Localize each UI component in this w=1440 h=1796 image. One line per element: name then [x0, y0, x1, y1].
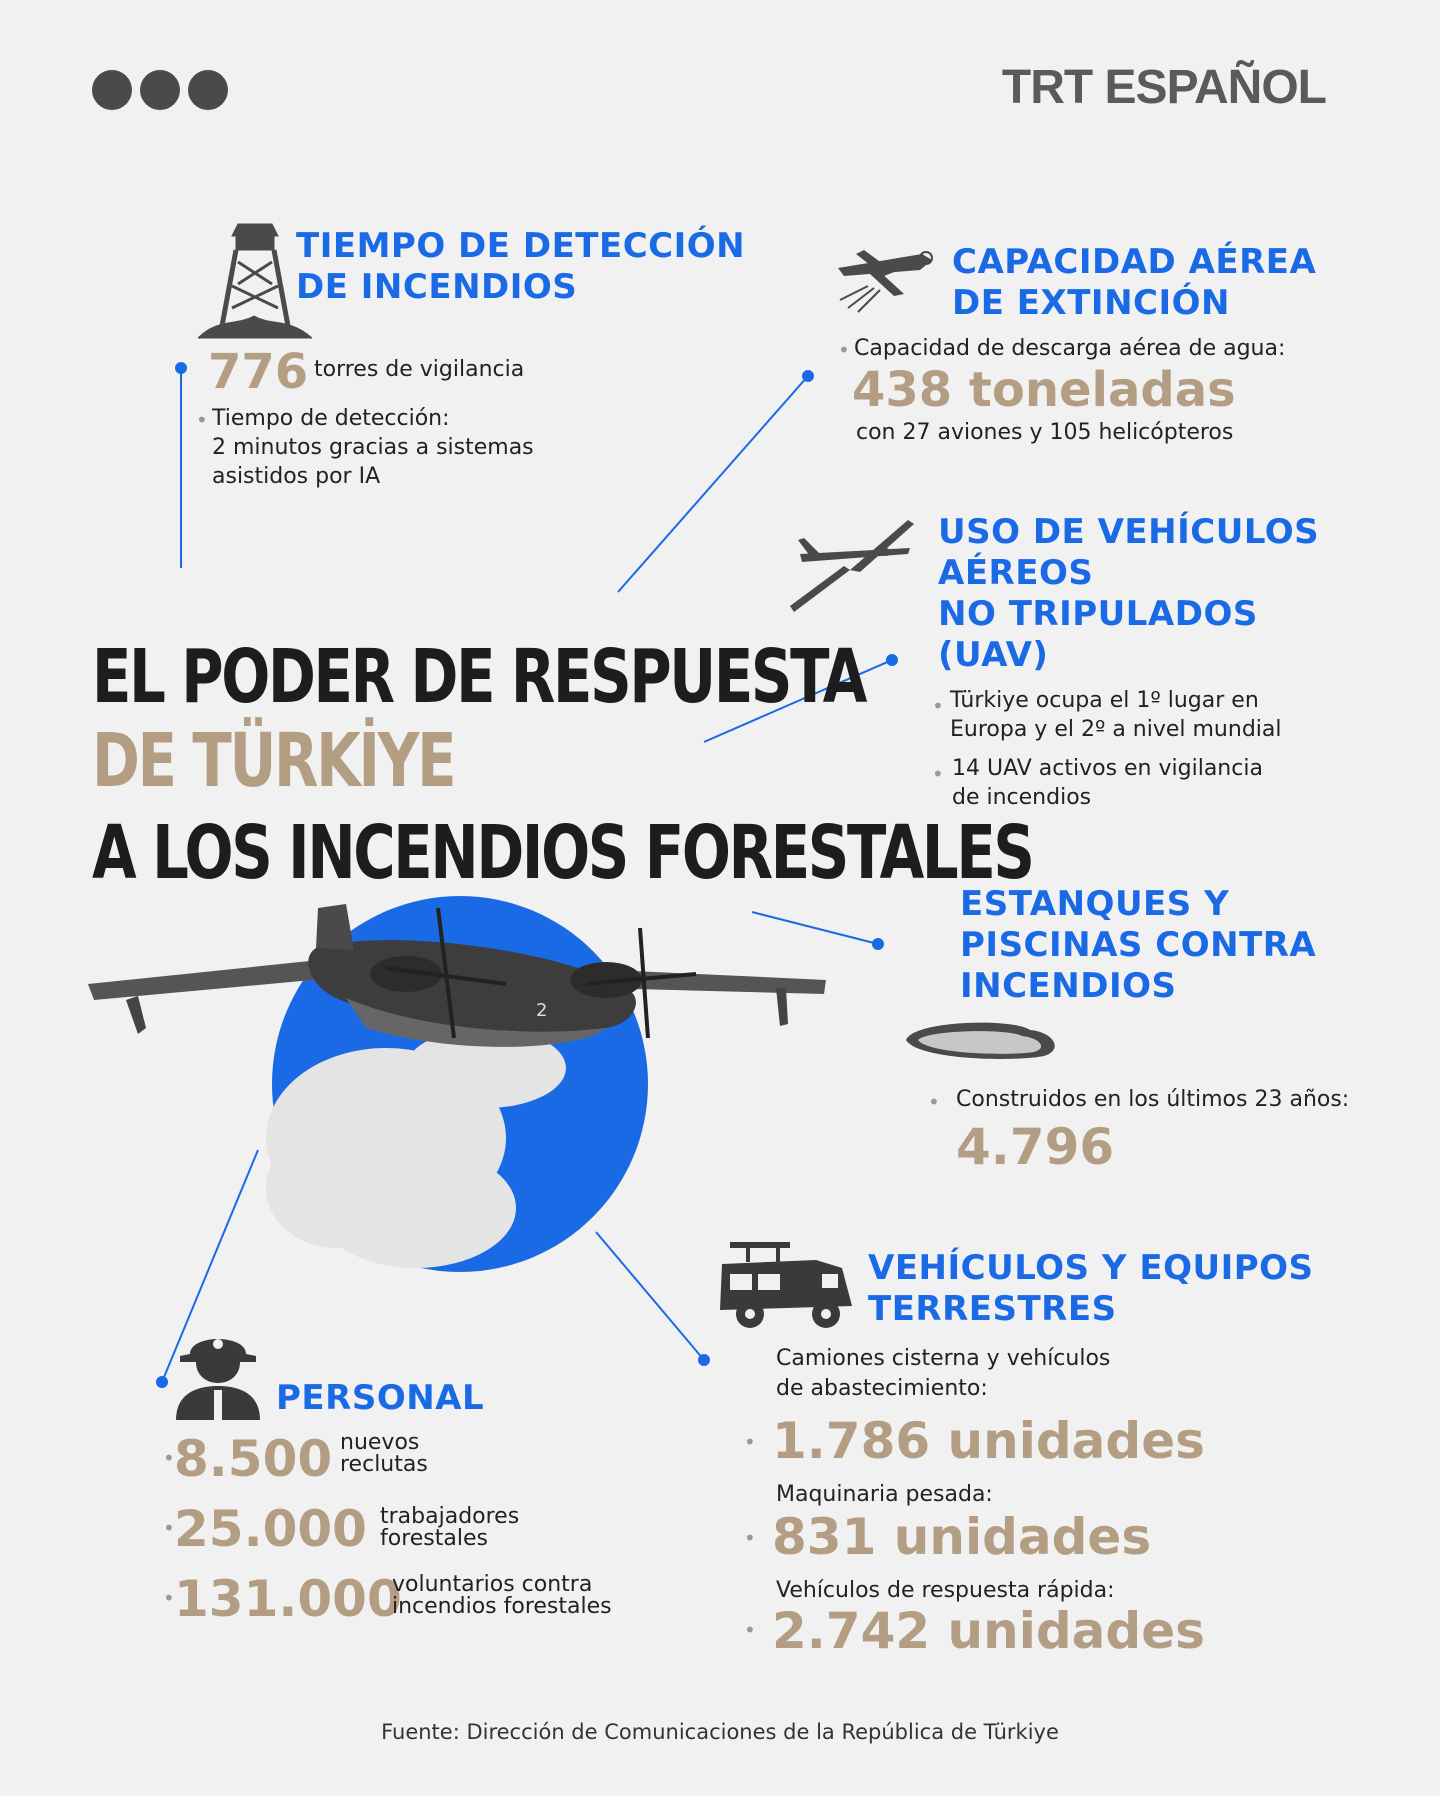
bullet-icon: • — [196, 408, 208, 432]
uav-title-line1: USO DE VEHÍCULOS — [938, 512, 1320, 552]
towers-label: torres de vigilancia — [314, 357, 525, 382]
uav-title-line2: AÉREOS — [938, 553, 1094, 593]
ground-value3: 2.742 unidades — [772, 1602, 1205, 1660]
ponds-title-line2: PISCINAS CONTRA — [960, 925, 1317, 965]
svg-text:2: 2 — [536, 1000, 548, 1021]
personnel-label-line2: forestales — [380, 1526, 488, 1551]
firefighter-icon — [176, 1328, 260, 1420]
bullet-icon: • — [744, 1526, 756, 1550]
pond-icon — [904, 1016, 1060, 1060]
detection-title-line1: TIEMPO DE DETECCIÓN — [296, 226, 746, 266]
ground-value2: 831 unidades — [772, 1508, 1152, 1566]
ground-title-line1: VEHÍCULOS Y EQUIPOS — [868, 1248, 1314, 1288]
headline-line2: DE TÜRKİYE — [92, 718, 455, 804]
uav-drone-icon — [790, 520, 916, 614]
personnel-label-line2: incendios forestales — [392, 1594, 612, 1619]
detection-bullet-line2: 2 minutos gracias a sistemas — [212, 435, 534, 460]
ponds-bullet: Construidos en los últimos 23 años: — [956, 1087, 1350, 1112]
personnel-label-line1: nuevos — [340, 1430, 420, 1455]
bullet-icon: • — [932, 762, 944, 786]
ponds-value: 4.796 — [956, 1118, 1115, 1176]
personnel-label-line1: trabajadores — [380, 1504, 520, 1529]
ground-label1-line1: Camiones cisterna y vehículos — [776, 1346, 1111, 1371]
personnel-number: 131.000 — [174, 1570, 402, 1628]
bullet-icon: • — [744, 1430, 756, 1454]
ponds-title-line1: ESTANQUES Y — [960, 884, 1230, 924]
fire-truck-icon — [716, 1234, 856, 1330]
headline-line1: EL PODER DE RESPUESTA — [92, 634, 866, 720]
firefighting-plane-illustration — [86, 888, 836, 1278]
bullet-icon: • — [163, 1516, 175, 1540]
ground-label1-line2: de abastecimiento: — [776, 1376, 988, 1401]
aerial-detail: con 27 aviones y 105 helicópteros — [856, 420, 1234, 445]
personnel-title: PERSONAL — [276, 1378, 485, 1418]
uav-bullet1-line2: Europa y el 2º a nivel mundial — [950, 717, 1282, 742]
aerial-bullet: Capacidad de descarga aérea de agua: — [854, 336, 1286, 361]
personnel-number: 25.000 — [174, 1500, 367, 1558]
aerial-title-line2: DE EXTINCIÓN — [952, 283, 1230, 323]
uav-bullet1-line1: Türkiye ocupa el 1º lugar en — [950, 688, 1259, 713]
detection-bullet-line3: asistidos por IA — [212, 464, 381, 489]
personnel-label-line2: reclutas — [340, 1452, 428, 1477]
aerial-value: 438 toneladas — [852, 362, 1236, 418]
bullet-icon: • — [163, 1446, 175, 1470]
brand-logo: TRT ESPAÑOL — [1001, 61, 1326, 114]
ground-value1: 1.786 unidades — [772, 1412, 1205, 1470]
detection-title-line2: DE INCENDIOS — [296, 267, 578, 307]
firefighting-plane-icon — [834, 236, 936, 314]
uav-bullet2-line2: de incendios — [952, 785, 1092, 810]
uav-bullet2-line1: 14 UAV activos en vigilancia — [952, 756, 1263, 781]
uav-title-line4: (UAV) — [938, 635, 1049, 675]
towers-number: 776 — [208, 344, 309, 400]
source-note: Fuente: Dirección de Comunicaciones de la República de Türkiye — [381, 1720, 1059, 1744]
bullet-icon: • — [932, 694, 944, 718]
aerial-title-line1: CAPACIDAD AÉREA — [952, 242, 1317, 282]
bullet-icon: • — [163, 1586, 175, 1610]
ground-title-line2: TERRESTRES — [868, 1289, 1117, 1329]
personnel-label-line1: voluntarios contra — [392, 1572, 593, 1597]
ground-label3: Vehículos de respuesta rápida: — [776, 1578, 1115, 1603]
headline-line3: A LOS INCENDIOS FORESTALES — [92, 810, 1033, 896]
bullet-icon: • — [838, 338, 850, 362]
bullet-icon: • — [744, 1618, 756, 1642]
bullet-icon: • — [928, 1090, 940, 1114]
uav-title-line3: NO TRIPULADOS — [938, 594, 1258, 634]
detection-bullet-line1: Tiempo de detección: — [212, 406, 450, 431]
ground-label2: Maquinaria pesada: — [776, 1482, 993, 1507]
watchtower-icon — [198, 222, 312, 340]
personnel-number: 8.500 — [174, 1430, 333, 1488]
ponds-title-line3: INCENDIOS — [960, 966, 1177, 1006]
